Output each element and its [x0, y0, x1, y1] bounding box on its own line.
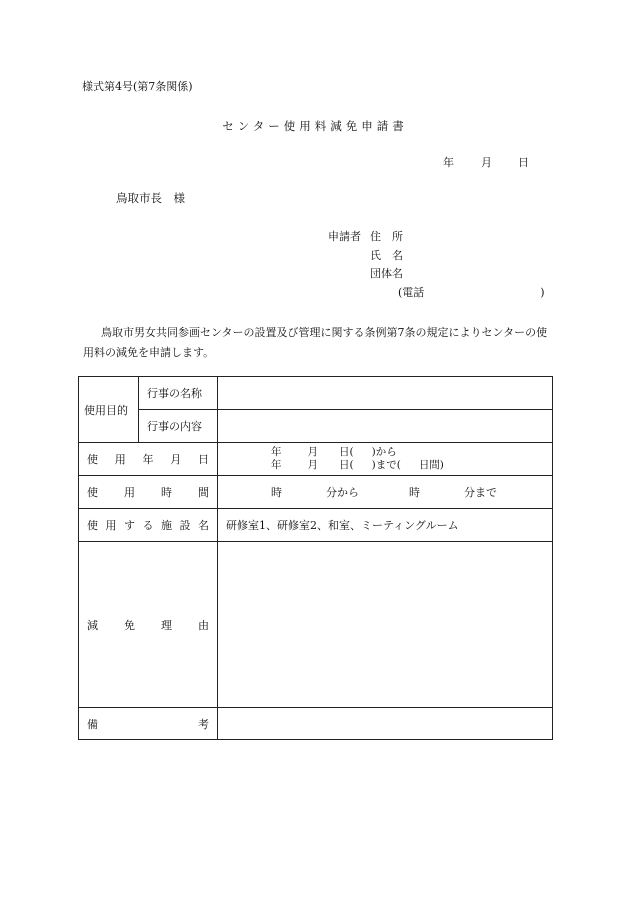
facility-value[interactable]: 研修室1、研修室2、和室、ミーティングルーム — [218, 509, 553, 542]
applicant-label: 申請者 — [328, 230, 361, 243]
date-year: 年 — [443, 156, 454, 169]
usage-dates-field[interactable]: 年 月 日( )から 年 月 日( )まで( 日間) — [218, 443, 553, 476]
applicant-group-label: 団体名 — [370, 267, 403, 280]
phone-open: (電話 — [398, 286, 425, 299]
row-event-content — [79, 410, 553, 443]
date-day: 日 — [518, 156, 529, 169]
row-event-name — [79, 377, 553, 410]
applicant-address-label: 住 所 — [370, 230, 403, 243]
application-statement: 鳥取市男女共同参画センターの設置及び管理に関する条例第7条の規定によりセンターの使用料の減免を申請します。 — [83, 326, 548, 359]
row-usage-dates — [79, 443, 553, 476]
date-month: 月 — [481, 156, 492, 169]
remarks-field[interactable] — [218, 708, 553, 740]
usage-dates-label: 使 用 年 月 日 — [79, 443, 218, 476]
row-remarks — [79, 708, 553, 740]
date-line — [443, 157, 529, 168]
remarks-label: 備 考 — [79, 708, 218, 740]
usage-time-label: 使 用 時 間 — [79, 476, 218, 509]
phone-close: ) — [540, 286, 545, 299]
row-reduction-reason — [79, 542, 553, 708]
addressee: 鳥取市長 様 — [116, 191, 185, 205]
applicant-phone — [398, 287, 545, 298]
form-number: 様式第4号(第7条関係) — [82, 80, 193, 93]
reduction-reason-label: 減 免 理 由 — [79, 542, 218, 708]
event-content-label: 行事の内容 — [139, 410, 218, 443]
row-facility — [79, 509, 553, 542]
event-content-field[interactable] — [218, 410, 553, 443]
application-table — [78, 376, 553, 740]
event-name-field[interactable] — [218, 377, 553, 410]
reduction-reason-field[interactable] — [218, 542, 553, 708]
applicant-name-label: 氏 名 — [370, 249, 403, 262]
facility-label: 使 用 す る 施 設 名 — [79, 509, 218, 542]
row-usage-time — [79, 476, 553, 509]
document-title: センター使用料減免申請書 — [222, 119, 408, 133]
purpose-label: 使用目的 — [79, 377, 139, 443]
event-name-label: 行事の名称 — [139, 377, 218, 410]
usage-time-field[interactable]: 時 分から 時 分まで — [218, 476, 553, 509]
